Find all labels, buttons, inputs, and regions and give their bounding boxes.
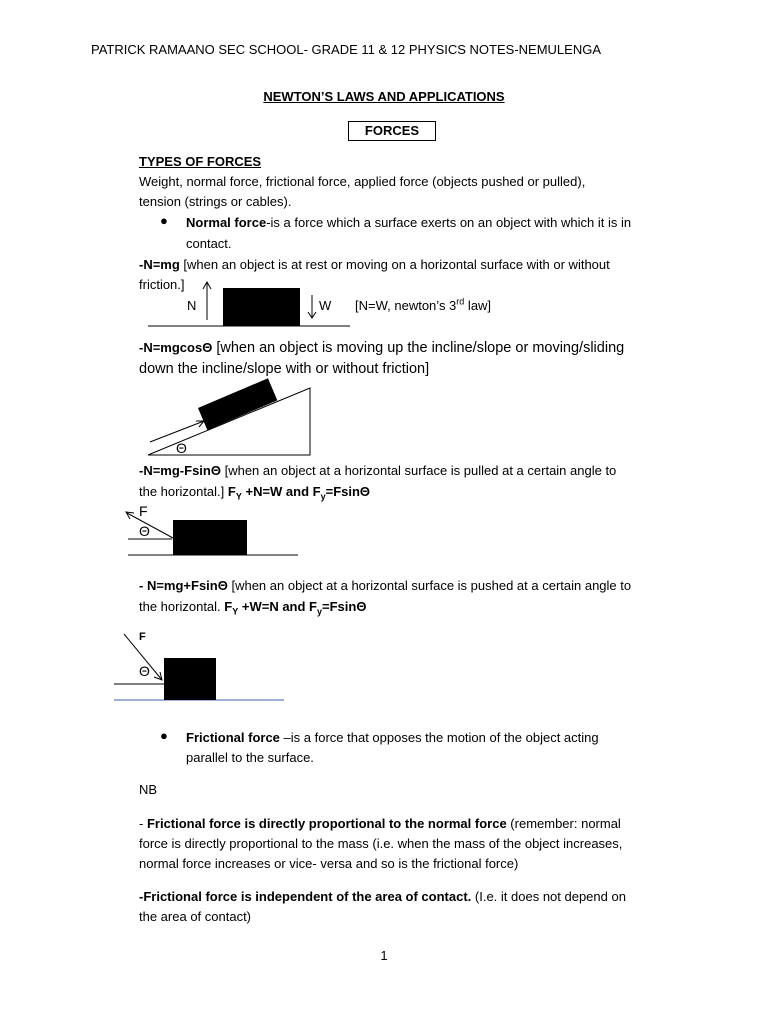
fig3-angle-label: Θ	[139, 523, 150, 539]
normal-force-term: Normal force	[186, 215, 267, 230]
bullet-dot: ●	[160, 213, 168, 228]
note1-line-3: normal force increases or vice- versa and so is the frictional force)	[139, 856, 519, 871]
eq2-desc-2: down the incline/slope with or without friction]	[139, 361, 430, 377]
note2-line-1	[139, 887, 684, 907]
eq4-line-2	[139, 597, 684, 617]
eq3-desc-2: the horizontal.]	[139, 484, 228, 499]
normal-force-def-1: -is a force which a surface exerts on an object with which it is in	[266, 215, 632, 230]
types-heading: TYPES OF FORCES	[139, 154, 262, 169]
eq2-formula: -N=mgcosΘ	[139, 340, 213, 355]
friction-definition	[186, 728, 731, 748]
eq2-desc-1: [when an object is moving up the incline/slope or moving/sliding	[212, 340, 625, 356]
normal-force-definition	[186, 213, 731, 233]
eq1-desc-1: [when an object is at rest or moving on a horizontal surface with or without	[179, 257, 610, 272]
fig1-note	[355, 298, 491, 313]
page-header: PATRICK RAMAANO SEC SCHOOL- GRADE 11 & 12 PHYSICS NOTES-NEMULENGA	[91, 42, 601, 57]
figure-normal-force-horizontal	[140, 280, 370, 335]
fig1-note-pre: [N=W, newton’s 3	[355, 298, 457, 313]
friction-term: Frictional force	[186, 730, 280, 745]
eq3-formula: -N=mg-FsinΘ	[139, 463, 221, 478]
nb-label: NB	[139, 782, 158, 797]
friction-def-2: parallel to the surface.	[186, 750, 314, 765]
bullet-dot: ●	[160, 728, 168, 743]
figure-incline	[140, 380, 320, 460]
eq4-line-1	[139, 576, 684, 596]
fig1-label-n: N	[187, 298, 197, 313]
friction-def-1: –is a force that opposes the motion of the object acting	[279, 730, 599, 745]
intro-line-1: Weight, normal force, frictional force, applied force (objects pushed or pulled),	[139, 174, 586, 189]
note1-line-2: force is directly proportional to the mass (i.e. when the mass of the object increases,	[139, 836, 623, 851]
eq3-line-1	[139, 461, 684, 481]
eq2-line-1	[139, 338, 684, 358]
section-box-forces: FORCES	[348, 121, 436, 141]
fig1-note-post: law]	[464, 298, 492, 313]
intro-line-2: tension (strings or cables).	[139, 194, 292, 209]
eq4-desc-2: the horizontal.	[139, 599, 225, 614]
normal-force-def-2: contact.	[186, 236, 232, 251]
note2-line-2: the area of contact)	[139, 909, 252, 924]
note1-line-1: - Frictional force is directly proportional to the normal force (remember: normal	[139, 816, 621, 831]
fig3-label-f: F	[139, 503, 148, 519]
note1-bold: Frictional force is directly proportional to the normal force	[146, 816, 507, 831]
eq3-desc-1: [when an object at a horizontal surface is pulled at a certain angle to	[220, 463, 617, 478]
fig4-label-f: F	[139, 631, 146, 643]
note2-bold: -Frictional force is independent of the area of contact.	[139, 889, 472, 904]
page-title: NEWTON’S LAWS AND APPLICATIONS	[263, 89, 505, 104]
eq4-formula: - N=mg+FsinΘ	[139, 578, 228, 593]
fig1-note-sup: rd	[456, 296, 465, 307]
eq3-relation: $F_Y +N=W$ and $F_y=Fsin\Theta$	[227, 484, 371, 502]
eq4-relation: $F_Y +W=N$ and $F_y=Fsin\Theta$	[224, 599, 367, 617]
eq3-line-2	[139, 482, 684, 502]
note1-rest: (remember: normal	[506, 816, 621, 831]
fig1-label-w: W	[319, 298, 332, 313]
eq4-desc-1: [when an object at a horizontal surface is pushed at a certain angle to	[227, 578, 632, 593]
eq1-line-1	[139, 255, 684, 275]
eq1-desc-2: friction.]	[139, 277, 185, 292]
page-number: 1	[380, 948, 388, 963]
fig2-angle-label: Θ	[176, 440, 187, 456]
fig4-angle-label: Θ	[139, 663, 150, 679]
eq1-formula: -N=mg	[139, 257, 180, 272]
figure-pushed-block	[110, 628, 290, 708]
note2-rest: (I.e. it does not depend on	[471, 889, 626, 904]
